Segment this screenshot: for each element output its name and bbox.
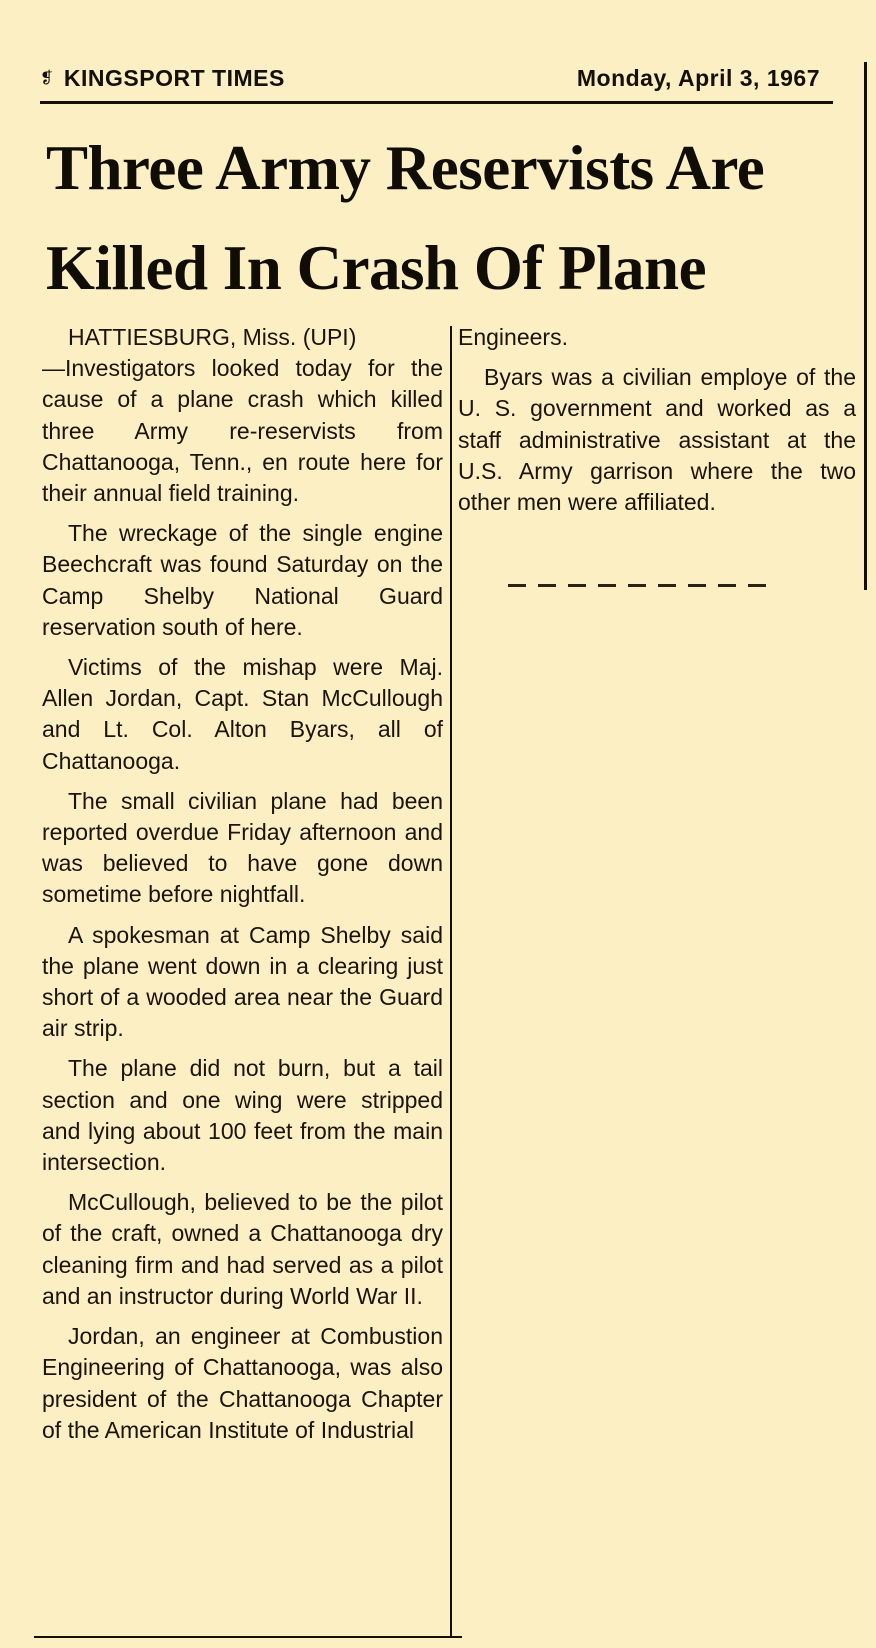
paragraph: Byars was a civilian employe of the U. S. government and worked as a staff administrative assistant at the U.S. Army garrison where the two other men were affiliated. [458,364,856,516]
paragraph: HATTIESBURG, Miss. (UPI) —Investigators looked today for the cause of a plane crash which killed three Army re-reservists from Chattanooga, Tenn., en route here for their annual field training. [42,324,443,507]
article-column-left [42,322,443,1455]
paragraph: The wreckage of the single engine Beechcraft was found Saturday on the Camp Shelby National Guard reservation south of here. [42,520,443,640]
paragraph: The small civilian plane had been reported overdue Friday afternoon and was believed to have gone down sometime before nightfall. [42,787,443,908]
masthead-left [40,65,285,92]
paragraph: McCullough, believed to be the pilot of the craft, owned a Chattanooga dry cleaning firm and had served as a pilot and an instructor during World War II. [42,1189,443,1309]
masthead [40,58,832,98]
newspaper-name: KINGSPORT TIMES [63,64,285,91]
column-divider [450,326,452,1636]
masthead-rule [40,101,833,104]
paragraph: A spokesman at Camp Shelby said the plane went down in a clearing just short of a wooded area near the Guard air strip. [42,921,443,1042]
bottom-rule [34,1636,462,1638]
paragraph: Victims of the mishap were Maj. Allen Jordan, Capt. Stan McCullough and Lt. Col. Alton Byars, all of Chattanooga. [42,654,443,774]
fleuron-icon: ❡ [40,70,54,87]
article-column-right [458,322,856,527]
headline: Three Army Reservists Are Killed In Crash Of Plane [46,133,765,303]
paragraph: The plane did not burn, but a tail section and one wing were stripped and lying about 100 feet from the main intersection. [42,1055,443,1176]
publication-date: Monday, April 3, 1967 [576,64,820,91]
section-divider-dashes [508,584,768,587]
paragraph-continuation: Engineers. [458,324,568,350]
column-border-right [864,62,867,590]
paragraph: Jordan, an engineer at Combustion Engineering of Chattanooga, was also president of the Chattanooga Chapter of the American Institute of Industrial [42,1323,443,1443]
